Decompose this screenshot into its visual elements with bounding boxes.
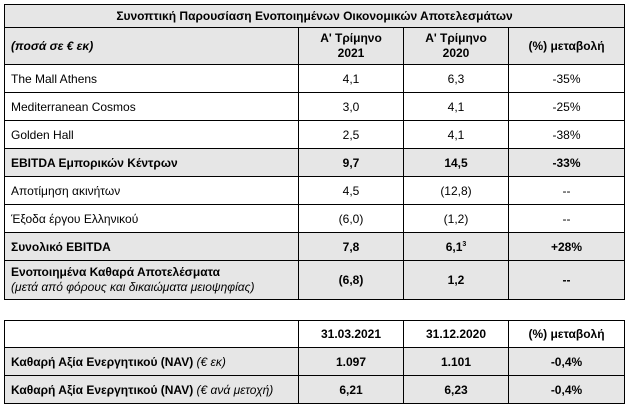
table-row [5,177,625,205]
nav-header-row [5,321,625,348]
value-2021: 4,1 [299,65,404,93]
q1-2020-header-line2: 2020 [442,46,470,60]
change-value: -- [509,205,625,233]
table-title: Συνοπτική Παρουσίαση Ενοποιημένων Οικονομικών Αποτελεσμάτων [5,5,625,28]
value-2020: (12,8) [404,177,509,205]
value-2021: 3,0 [299,93,404,121]
row-label [5,261,299,300]
change-value: -38% [509,121,625,149]
nav-unit: (€ ανά μετοχή) [196,382,274,397]
nav-label: Καθαρή Αξία Ενεργητικού (NAV) [11,354,194,369]
q1-2020-header [404,28,509,65]
row-label [5,376,299,404]
value-2021: 9,7 [299,149,404,177]
change-value: -25% [509,93,625,121]
net-results-label: Ενοποιημένα Καθαρά Αποτελέσματα [11,265,220,279]
date-2021-header: 31.03.2021 [299,321,404,348]
q1-2021-header-line2: 2021 [337,46,365,60]
value-2020: 6,3 [404,65,509,93]
value-2020: 4,1 [404,93,509,121]
financial-results-table [4,4,625,300]
value-2021: (6,0) [299,205,404,233]
nav-label: Καθαρή Αξία Ενεργητικού (NAV) [11,382,194,397]
empty-header-cell [5,321,299,348]
table-row-net-results [5,261,625,300]
table-header-row [5,28,625,65]
table-row-total [5,233,625,261]
table-row [5,348,625,376]
row-label: Golden Hall [5,121,299,149]
change-value: -35% [509,65,625,93]
change-value: -33% [509,149,625,177]
row-label: The Mall Athens [5,65,299,93]
change-value: +28% [509,233,625,261]
table-row [5,121,625,149]
change-value: -- [509,177,625,205]
change-value: -0,4% [509,376,625,404]
value-2020: 6,23 [404,376,509,404]
value-2020: 4,1 [404,121,509,149]
net-results-sublabel: (μετά από φόρους και δικαιώματα μειοψηφίας) [11,280,255,294]
value-2021: 7,8 [299,233,404,261]
row-label: Αποτίμηση ακινήτων [5,177,299,205]
change-header: (%) μεταβολή [509,321,625,348]
table-row [5,376,625,404]
value-2020 [404,233,509,261]
row-label: Mediterranean Cosmos [5,93,299,121]
change-value: -- [509,261,625,300]
row-label [5,348,299,376]
table-row [5,205,625,233]
q1-2020-header-line1: Α' Τρίμηνο [425,31,487,45]
q1-2021-header-line1: Α' Τρίμηνο [320,31,382,45]
value-2020: 1.101 [404,348,509,376]
footnote-marker: 3 [462,240,467,248]
table-row [5,65,625,93]
value-2021: 4,5 [299,177,404,205]
value-2021: 6,21 [299,376,404,404]
row-label: EBITDA Εμπορικών Κέντρων [5,149,299,177]
value-2021: 1.097 [299,348,404,376]
value-2020: 1,2 [404,261,509,300]
date-2020-header: 31.12.2020 [404,321,509,348]
nav-unit: (€ εκ) [196,354,226,369]
value-2020-number: 6,1 [445,239,463,254]
units-header: (ποσά σε € εκ) [5,28,299,65]
value-2021: 2,5 [299,121,404,149]
change-value: -0,4% [509,348,625,376]
row-label: Έξοδα έργου Ελληνικού [5,205,299,233]
change-header: (%) μεταβολή [509,28,625,65]
nav-table [4,320,625,404]
table-row [5,93,625,121]
table-row-subtotal [5,149,625,177]
table-title-row [5,5,625,28]
value-2020: (1,2) [404,205,509,233]
value-2020: 14,5 [404,149,509,177]
q1-2021-header [299,28,404,65]
row-label: Συνολικό EBITDA [5,233,299,261]
value-2021: (6,8) [299,261,404,300]
